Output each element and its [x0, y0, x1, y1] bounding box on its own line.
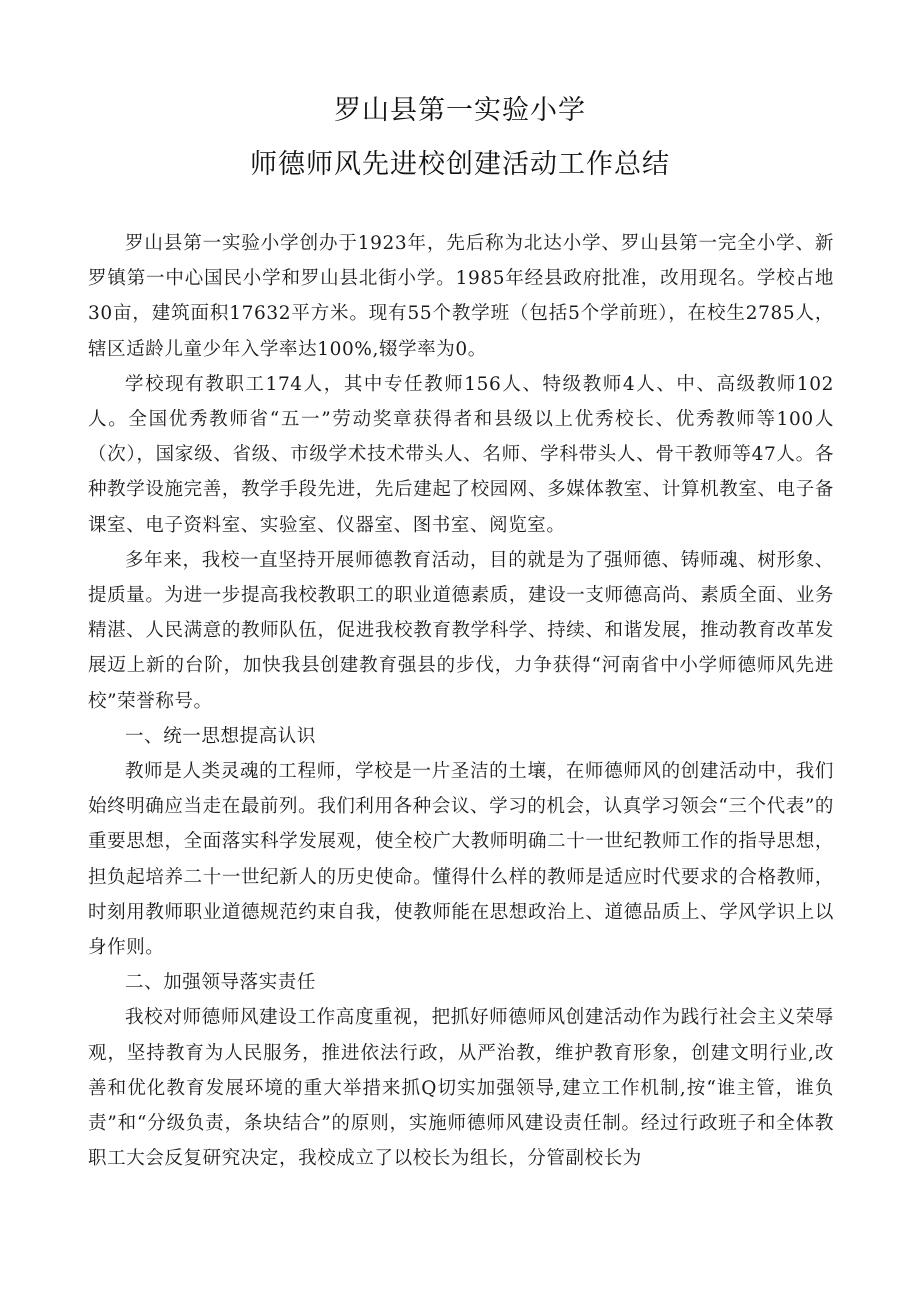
- paragraph-goals: 多年来，我校一直坚持开展师德教育活动，目的就是为了强师德、铸师魂、树形象、提质量。为进一步提高我校教职工的职业道德素质，建设一支师德高尚、素质全面、业务精湛、人民满意的教师队伍，促进我校教育教学科学、持续、和谐发展，推动教育改革发展迈上新的台阶，加快我县创建教育强县的步伐，力争获得“河南省中小学师德师风先进校”荣誉称号。: [88, 549, 834, 712]
- paragraph-history: 罗山县第一实验小学创办于1923年，先后称为北达小学、罗山县第一完全小学、新罗镇第一中心国民小学和罗山县北街小学。1985年经县政府批准，改用现名。学校占地30亩，建筑面积17632平方米。现有55个教学班（包括5个学前班），在校生2785人，辖区适龄儿童少年入学率达100%,辍学率为0。: [88, 233, 834, 360]
- document-body: [88, 226, 834, 1176]
- paragraph-section-1: 教师是人类灵魂的工程师，学校是一片圣洁的土壤，在师德师风的创建活动中，我们始终明确应当走在最前列。我们利用各种会议、学习的机会，认真学习领会“三个代表”的重要思想，全面落实科学发展观，使全校广大教师明确二十一世纪教师工作的指导思想，担负起培养二十一世纪新人的历史使命。懂得什么样的教师是适应时代要求的合格教师，时刻用教师职业道德规范约束自我，使教师能在思想政治上、道德品质上、学风学识上以身作则。: [88, 761, 834, 959]
- paragraph-staff: 学校现有教职工174人，其中专任教师156人、特级教师4人、中、高级教师102人。全国优秀教师省“五一”劳动奖章获得者和县级以上优秀校长、优秀教师等100人（次），国家级、省级、市级学术技术带头人、名师、学科带头人、骨干教师等47人。各种教学设施完善，教学手段先进，先后建起了校园网、多媒体教室、计算机教室、电子备课室、电子资料室、实验室、仪器室、图书室、阅览室。: [88, 373, 834, 536]
- section-heading-2: 二、加强领导落实责任: [125, 972, 317, 994]
- paragraph-section-2: 我校对师德师风建设工作高度重视，把抓好师德师风创建活动作为践行社会主义荣辱观，坚持教育为人民服务，推进依法行政，从严治教，维护教育形象，创建文明行业,改善和优化教育发展环境的重大举措来抓Q切实加强领导,建立工作机制,按“谁主管，谁负责”和“分级负责，条块结合”的原则，实施师德师风建设责任制。经过行政班子和全体教职工大会反复研究决定，我校成立了以校长为组长，分管副校长为: [88, 1007, 834, 1170]
- document-title-line-2: 师德师风先进校创建活动工作总结: [250, 149, 670, 180]
- section-heading-1: 一、统一思想提高认识: [125, 725, 317, 747]
- document-title-line-1: 罗山县第一实验小学: [334, 95, 586, 126]
